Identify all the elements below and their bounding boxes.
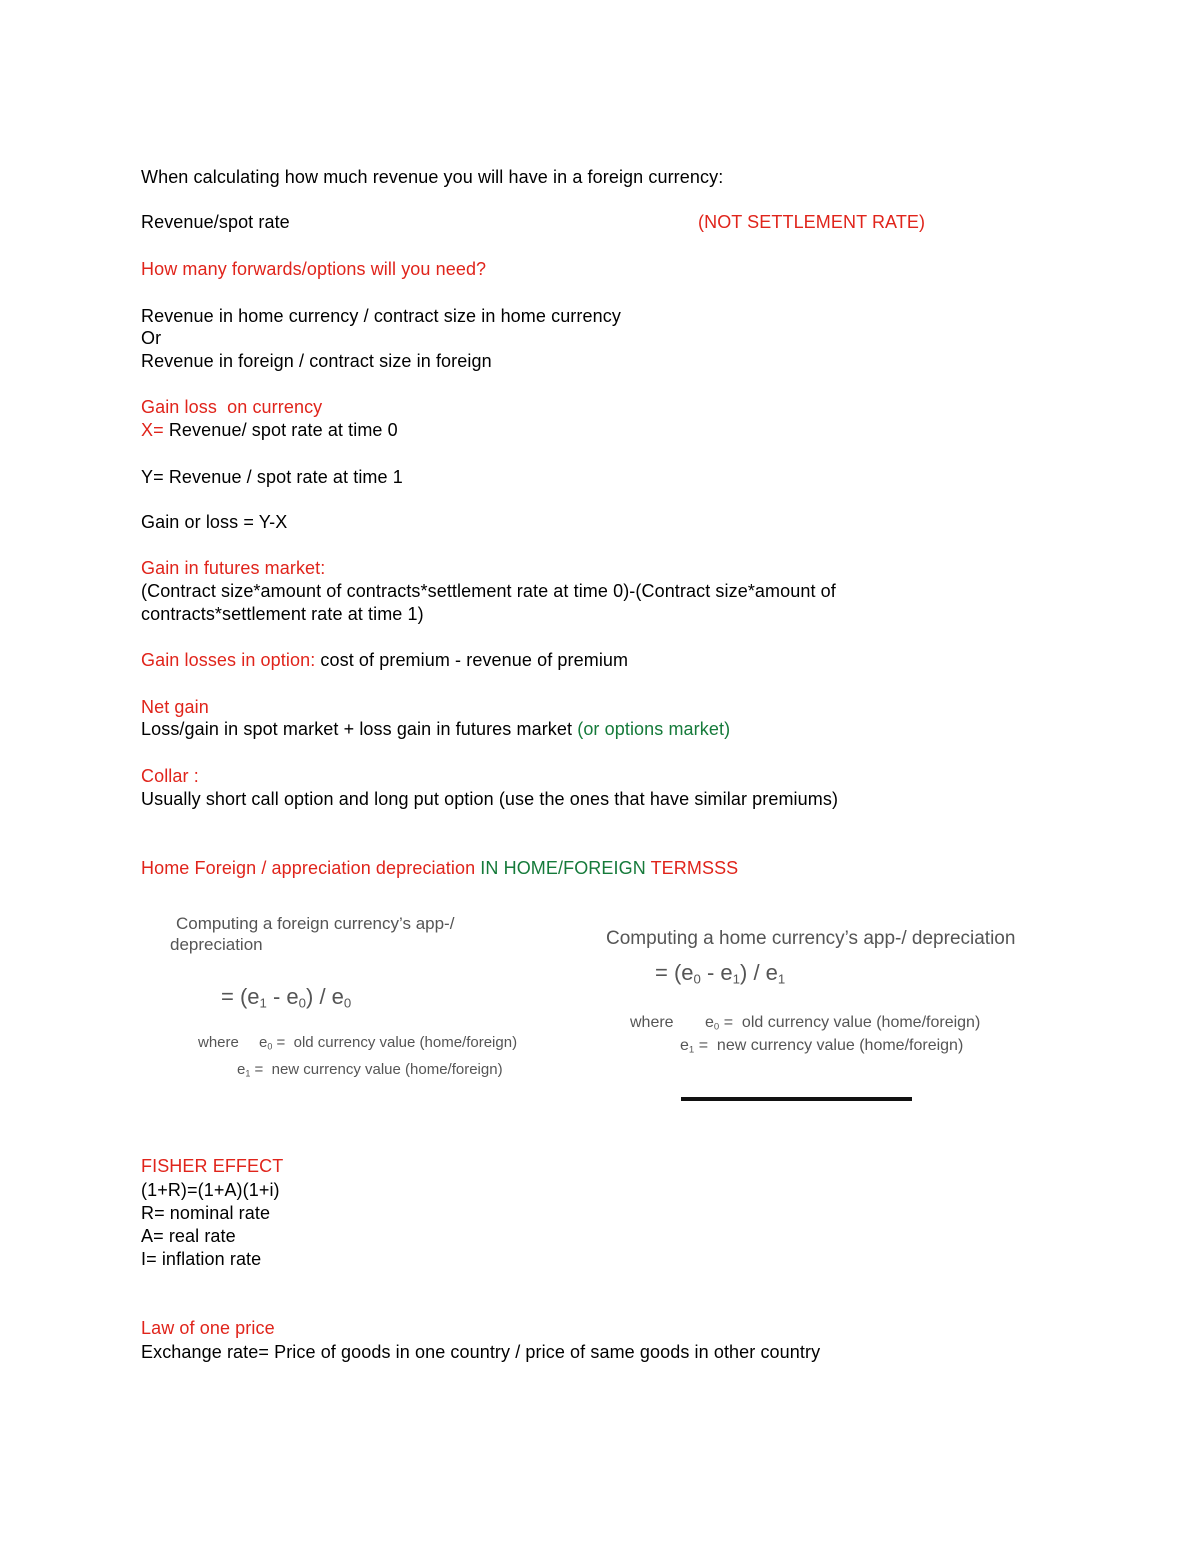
home-where: where [630, 1014, 674, 1031]
home-formula-equation [655, 960, 785, 986]
contracts-or: Or [141, 328, 162, 348]
netgain-options-note: (or options market) [577, 719, 731, 739]
eq-part: - e [700, 960, 733, 985]
e0-text: = old currency value (home/foreign) [719, 1014, 981, 1031]
e0-symbol: e [259, 1034, 268, 1051]
e1-text: = new currency value (home/foreign) [250, 1061, 503, 1078]
appreciation-heading [141, 857, 738, 880]
fisher-equation: (1+R)=(1+A)(1+i) [141, 1180, 280, 1200]
eq-part: ) / e [740, 960, 778, 985]
revenue-intro: When calculating how much revenue you will have in a foreign currency: [141, 167, 724, 187]
netgain-heading: Net gain [141, 697, 209, 717]
e0-symbol: e [705, 1014, 714, 1031]
e0-sub: 0 [267, 1041, 273, 1052]
foreign-where: where [198, 1034, 239, 1051]
e1-symbol: e [237, 1061, 246, 1078]
e1-symbol: e [680, 1037, 689, 1054]
lawofoneprice-heading: Law of one price [141, 1318, 275, 1338]
contracts-line-home: Revenue in home currency / contract size in home currency [141, 306, 621, 326]
foreign-formula-title [176, 914, 454, 934]
e1-sub: 1 [688, 1044, 695, 1056]
gainloss-result: Gain or loss = Y-X [141, 512, 288, 532]
foreign-e0-definition [259, 1034, 517, 1051]
eq-part: = (e [655, 960, 694, 985]
revenue-formula: Revenue/spot rate [141, 212, 290, 232]
fisher-heading: FISHER EFFECT [141, 1156, 284, 1176]
futures-line-1: (Contract size*amount of contracts*settlement rate at time 0)-(Contract size*amount of [141, 581, 836, 601]
eq-sub: 1 [259, 995, 267, 1011]
futures-line-2: contracts*settlement rate at time 1) [141, 604, 424, 624]
foreign-e1-definition [237, 1061, 503, 1078]
futures-heading: Gain in futures market: [141, 558, 326, 578]
gainloss-heading: Gain loss on currency [141, 397, 323, 417]
eq-sub: 0 [693, 971, 701, 987]
foreign-formula-title-line1: Computing a foreign currency’s app-/ [176, 914, 455, 933]
eq-sub: 1 [732, 971, 741, 987]
eq-sub: 0 [343, 995, 352, 1011]
horizontal-rule [681, 1097, 912, 1101]
not-settlement-note: (NOT SETTLEMENT RATE) [698, 212, 926, 232]
contracts-heading: How many forwards/options will you need? [141, 259, 487, 279]
x-text: Revenue/ spot rate at time 0 [163, 420, 398, 440]
fisher-r: R= nominal rate [141, 1203, 271, 1223]
eq-part: ) / e [306, 984, 344, 1009]
e0-text: = old currency value (home/foreign) [272, 1034, 518, 1051]
collar-text: Usually short call option and long put option (use the ones that have similar premiums) [141, 789, 839, 809]
fisher-i: I= inflation rate [141, 1249, 262, 1269]
appreciation-heading-red: Home Foreign / appreciation depreciation [141, 858, 481, 878]
e1-text: = new currency value (home/foreign) [694, 1037, 964, 1054]
eq-sub: 1 [777, 971, 786, 987]
option-heading: Gain losses in option: [141, 650, 316, 670]
home-formula-title: Computing a home currency’s app-/ depreciation [606, 928, 1016, 949]
gainloss-x-line [141, 419, 398, 442]
option-line [141, 649, 628, 672]
eq-part: = (e [221, 984, 260, 1009]
appreciation-heading-green: IN HOME/FOREIGN [480, 858, 651, 878]
home-e0-definition [705, 1014, 980, 1032]
home-e1-definition [680, 1037, 963, 1055]
eq-part: - e [266, 984, 299, 1009]
x-label: X= [141, 420, 164, 440]
lawofoneprice-text: Exchange rate= Price of goods in one country / price of same goods in other country [141, 1342, 821, 1362]
option-text: cost of premium - revenue of premium [315, 650, 629, 670]
appreciation-heading-terms: TERMSSS [650, 858, 739, 878]
netgain-text: Loss/gain in spot market + loss gain in futures market [141, 719, 578, 739]
eq-sub: 0 [298, 995, 307, 1011]
fisher-a: A= real rate [141, 1226, 236, 1246]
netgain-line [141, 718, 730, 741]
contracts-line-foreign: Revenue in foreign / contract size in foreign [141, 351, 492, 371]
foreign-formula-title-line2: depreciation [170, 935, 263, 954]
gainloss-y-line: Y= Revenue / spot rate at time 1 [141, 467, 403, 487]
e1-sub: 1 [245, 1068, 251, 1079]
e0-sub: 0 [713, 1021, 720, 1033]
collar-heading: Collar : [141, 766, 199, 786]
foreign-formula-equation [221, 984, 351, 1010]
